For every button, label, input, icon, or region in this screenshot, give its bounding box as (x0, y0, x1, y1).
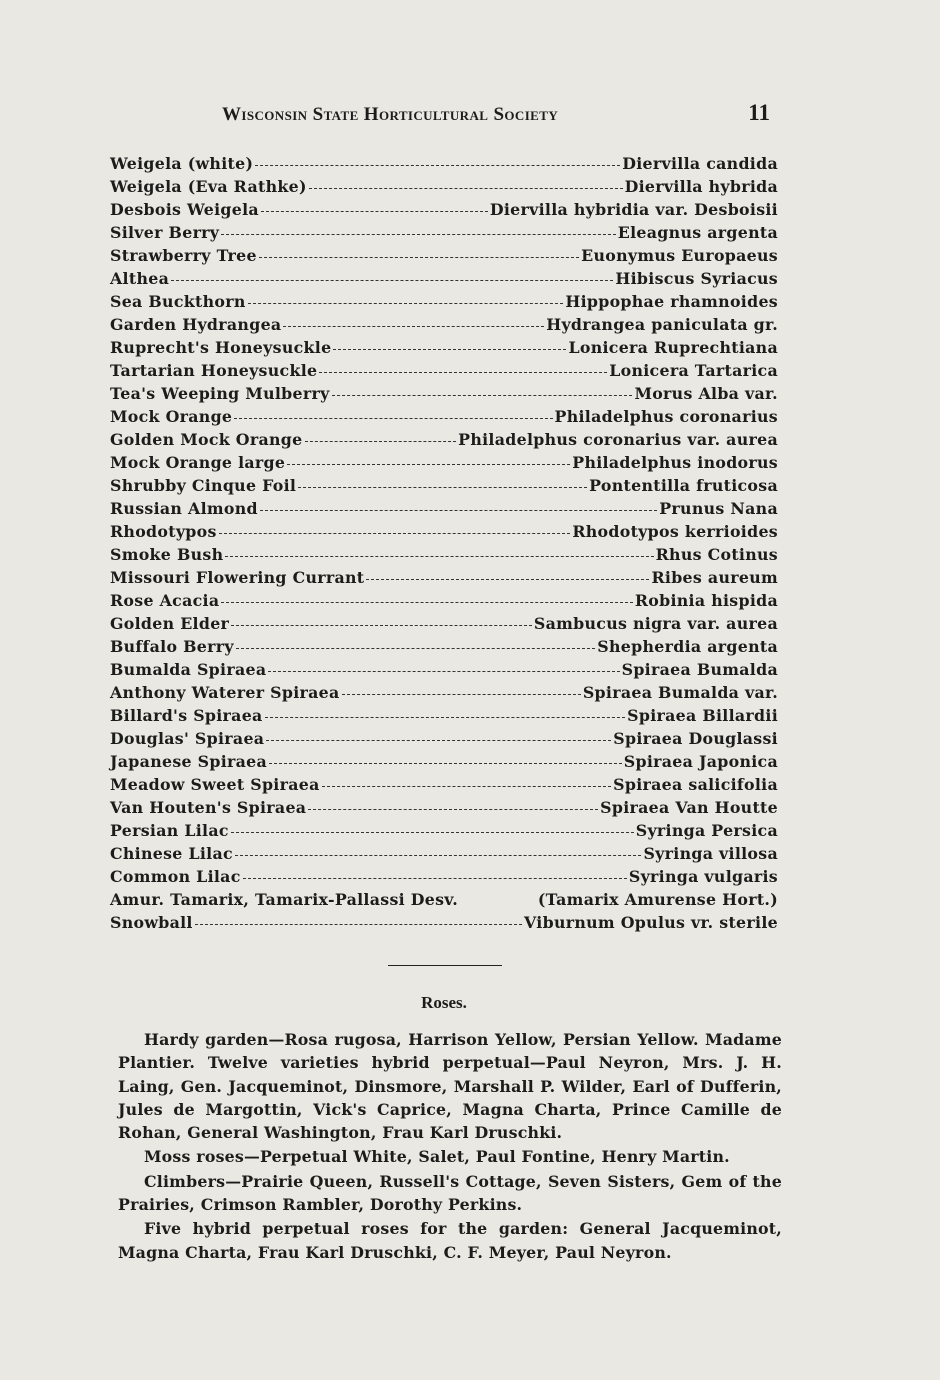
dot-leader (308, 809, 598, 810)
botanical-name: Lonicera Ruprechtiana (568, 338, 778, 357)
botanical-name: Syringa villosa (643, 844, 778, 863)
dot-leader (231, 832, 634, 833)
plant-list-item (110, 154, 778, 177)
common-name: Mock Orange (110, 407, 233, 426)
common-name: Silver Berry (110, 223, 220, 242)
dot-leader (260, 510, 657, 511)
section-title: Roses. (421, 993, 467, 1012)
plant-list-item (110, 545, 778, 568)
dot-leader (221, 602, 632, 603)
dot-leader (342, 694, 581, 695)
dot-leader (248, 303, 564, 304)
roses-paragraph: Five hybrid perpetual roses for the garden: General Jacqueminot, Magna Charta, Frau Karl Druschki, C. F. Meyer, Paul Neyron. (118, 1219, 782, 1262)
plant-list-item (110, 522, 778, 545)
plant-list-item (110, 844, 778, 867)
plant-list-item (110, 269, 778, 292)
botanical-name: Prunus Nana (659, 499, 778, 518)
plant-list (110, 154, 778, 936)
plant-list-item (110, 867, 778, 890)
plant-list-item (110, 890, 778, 913)
common-name: Desbois Weigela (110, 200, 259, 219)
common-name: Mock Orange large (110, 453, 286, 472)
dot-leader (298, 487, 587, 488)
dot-leader (259, 257, 579, 258)
common-name: Golden Elder (110, 614, 230, 633)
common-name: Tea's Weeping Mulberry (110, 384, 330, 403)
plant-list-item (110, 246, 778, 269)
page-number: 11 (748, 100, 770, 125)
dot-leader (265, 717, 626, 718)
plant-list-item (110, 683, 778, 706)
dot-leader (268, 671, 619, 672)
plant-list-item (110, 177, 778, 200)
dot-leader (283, 326, 544, 327)
common-name: Garden Hydrangea (110, 315, 282, 334)
dot-leader (231, 625, 532, 626)
botanical-name: Spiraea Billardii (627, 706, 778, 725)
plant-list-item (110, 568, 778, 591)
plant-list-item (110, 614, 778, 637)
plant-list-item (110, 361, 778, 384)
botanical-name: Rhus Cotinus (655, 545, 778, 564)
common-name: Persian Lilac (110, 821, 229, 840)
botanical-name: Hydrangea paniculata gr. (546, 315, 778, 334)
plant-list-item (110, 430, 778, 453)
plant-list-item (110, 913, 778, 936)
botanical-name: Rhodotypos kerrioides (572, 522, 778, 541)
dot-leader (219, 533, 571, 534)
botanical-name: Hibiscus Syriacus (615, 269, 778, 288)
common-name: Meadow Sweet Spiraea (110, 775, 320, 794)
page-header (210, 100, 780, 130)
botanical-name: Viburnum Opulus vr. sterile (524, 913, 778, 932)
botanical-name: (Tamarix Amurense Hort.) (537, 890, 778, 909)
common-name: Japanese Spiraea (110, 752, 268, 771)
common-name: Ruprecht's Honeysuckle (110, 338, 332, 357)
botanical-name: Pontentilla fruticosa (589, 476, 778, 495)
botanical-name: Diervilla hybridia var. Desboisii (489, 200, 778, 219)
common-name: Douglas' Spiraea (110, 729, 265, 748)
common-name: Shrubby Cinque Foil (110, 476, 297, 495)
plant-list-item (110, 200, 778, 223)
botanical-name: Spiraea salicifolia (613, 775, 778, 794)
plant-list-item (110, 223, 778, 246)
botanical-name: Syringa Persica (635, 821, 778, 840)
dot-leader (287, 464, 570, 465)
dot-leader (332, 395, 633, 396)
plant-list-item (110, 821, 778, 844)
botanical-name: Spiraea Douglassi (613, 729, 778, 748)
botanical-name: Diervilla hybrida (624, 177, 778, 196)
dot-leader (243, 878, 627, 879)
roses-paragraph: Climbers—Prairie Queen, Russell's Cottage, Seven Sisters, Gem of the Prairies, Crimson Rambler, Dorothy Perkins. (118, 1171, 782, 1215)
dot-leader (322, 786, 612, 787)
botanical-name: Diervilla candida (622, 154, 778, 173)
dot-leader (319, 372, 607, 373)
common-name: Common Lilac (110, 867, 241, 886)
dot-leader (225, 556, 653, 557)
plant-list-item (110, 637, 778, 660)
dot-leader (366, 579, 649, 580)
common-name: Snowball (110, 913, 193, 932)
plant-list-item (110, 407, 778, 430)
botanical-name: Morus Alba var. (634, 384, 778, 403)
roses-paragraph: Hardy garden—Rosa rugosa, Harrison Yellow, Persian Yellow. Madame Plantier. Twelve varieties hybrid perpetual—Paul Neyron, Mrs. J. H. Laing, Gen. Jacqueminot, Dinsmore, Marshall P. Wilder, Earl of Dufferin, Jules de Margottin, Vick's Caprice, Magna Charta, Prince Camille de Rohan, General Washington, Frau Karl Druschki. (118, 1030, 782, 1143)
botanical-name: Spiraea Van Houtte (600, 798, 778, 817)
common-name: Weigela (white) (110, 154, 254, 173)
plant-list-item (110, 384, 778, 407)
dot-leader (309, 188, 623, 189)
common-name: Golden Mock Orange (110, 430, 303, 449)
plant-list-item (110, 338, 778, 361)
common-name: Amur. Tamarix, Tamarix-Pallassi Desv. (110, 890, 458, 909)
common-name: Buffalo Berry (110, 637, 234, 656)
dot-leader (234, 418, 552, 419)
botanical-name: Lonicera Tartarica (609, 361, 778, 380)
common-name: Rose Acacia (110, 591, 220, 610)
common-name: Chinese Lilac (110, 844, 233, 863)
dot-leader (221, 234, 615, 235)
common-name: Van Houten's Spiraea (110, 798, 307, 817)
common-name: Rhodotypos (110, 522, 217, 541)
dot-leader (333, 349, 566, 350)
botanical-name: Shepherdia argenta (597, 637, 778, 656)
common-name: Weigela (Eva Rathke) (110, 177, 307, 196)
plant-list-item (110, 591, 778, 614)
dot-leader (255, 165, 620, 166)
botanical-name: Ribes aureum (651, 568, 778, 587)
botanical-name: Spiraea Japonica (623, 752, 778, 771)
dot-leader (269, 763, 622, 764)
botanical-name: Philadelphus coronarius (554, 407, 778, 426)
common-name: Sea Buckthorn (110, 292, 246, 311)
section-divider (388, 965, 502, 966)
botanical-name: Philadelphus coronarius var. aurea (458, 430, 778, 449)
botanical-name: Hippophae rhamnoides (565, 292, 778, 311)
dot-leader (235, 855, 642, 856)
common-name: Althea (110, 269, 170, 288)
common-name: Bumalda Spiraea (110, 660, 267, 679)
common-name: Billard's Spiraea (110, 706, 263, 725)
plant-list-item (110, 775, 778, 798)
dot-leader (261, 211, 488, 212)
dot-leader (236, 648, 595, 649)
dot-leader (266, 740, 611, 741)
common-name: Strawberry Tree (110, 246, 257, 265)
common-name: Tartarian Honeysuckle (110, 361, 318, 380)
plant-list-item (110, 453, 778, 476)
plant-list-item (110, 729, 778, 752)
botanical-name: Euonymus Europaeus (581, 246, 778, 265)
dot-leader (305, 441, 457, 442)
botanical-name: Eleagnus argenta (617, 223, 778, 242)
common-name: Missouri Flowering Currant (110, 568, 365, 587)
dot-leader (171, 280, 613, 281)
plant-list-item (110, 660, 778, 683)
plant-list-item (110, 315, 778, 338)
roses-section (118, 1028, 782, 1265)
botanical-name: Robinia hispida (634, 591, 778, 610)
plant-list-item (110, 476, 778, 499)
botanical-name: Spiraea Bumalda (621, 660, 778, 679)
common-name: Anthony Waterer Spiraea (110, 683, 340, 702)
botanical-name: Syringa vulgaris (628, 867, 778, 886)
common-name: Smoke Bush (110, 545, 224, 564)
plant-list-item (110, 752, 778, 775)
plant-list-item (110, 499, 778, 522)
roses-paragraph: Moss roses—Perpetual White, Salet, Paul Fontine, Henry Martin. (144, 1147, 730, 1167)
plant-list-item (110, 292, 778, 315)
running-title: Wisconsin State Horticultural Society (222, 104, 559, 125)
dot-leader (195, 924, 522, 925)
botanical-name: Spiraea Bumalda var. (582, 683, 778, 702)
plant-list-item (110, 706, 778, 729)
botanical-name: Sambucus nigra var. aurea (533, 614, 778, 633)
botanical-name: Philadelphus inodorus (572, 453, 778, 472)
common-name: Russian Almond (110, 499, 258, 518)
plant-list-item (110, 798, 778, 821)
